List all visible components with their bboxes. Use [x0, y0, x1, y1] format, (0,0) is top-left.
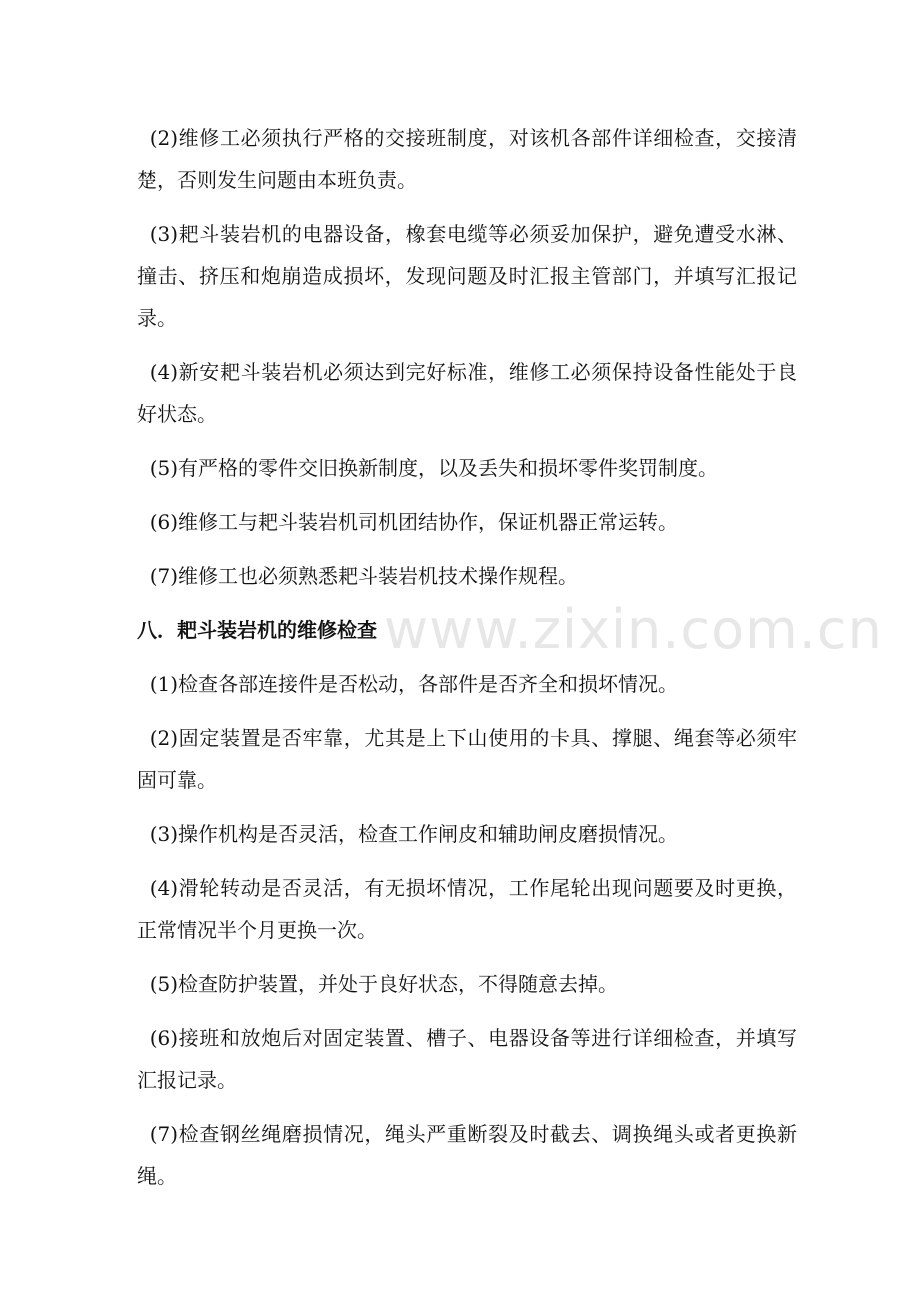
paragraph: (6)维修工与耙斗装岩机司机团结协作，保证机器正常运转。 — [149, 510, 679, 534]
paragraph: (1)检查各部连接件是否松动，各部件是否齐全和损坏情况。 — [149, 672, 679, 696]
paragraph: (4)新安耙斗装岩机必须达到完好标准，维修工必须保持设备性能处于良好状态。 — [137, 360, 797, 426]
document-body — [137, 117, 797, 1209]
paragraph: (2)维修工必须执行严格的交接班制度，对该机各部件详细检查，交接清楚，否则发生问题由本班负责。 — [137, 126, 797, 192]
paragraph: (3)操作机构是否灵活，检查工作闸皮和辅助闸皮磨损情况。 — [149, 822, 679, 846]
paragraph: (5)有严格的零件交旧换新制度，以及丢失和损坏零件奖罚制度。 — [149, 456, 719, 480]
paragraph: (2)固定装置是否牢靠，尤其是上下山使用的卡具、撑腿、绳套等必须牢固可靠。 — [137, 726, 797, 792]
paragraph: (3)耙斗装岩机的电器设备，橡套电缆等必须妥加保护，避免遭受水淋、撞击、挤压和炮崩造成损坏，发现问题及时汇报主管部门，并填写汇报记录。 — [137, 222, 797, 330]
paragraph: (4)滑轮转动是否灵活，有无损坏情况，工作尾轮出现问题要及时更换，正常情况半个月更换一次。 — [137, 876, 797, 942]
paragraph: (7)维修工也必须熟悉耙斗装岩机技术操作规程。 — [149, 564, 579, 588]
paragraph: (7)检查钢丝绳磨损情况，绳头严重断裂及时截去、调换绳头或者更换新绳。 — [137, 1122, 797, 1188]
paragraph: (6)接班和放炮后对固定装置、槽子、电器设备等进行详细检查，并填写汇报记录。 — [137, 1026, 797, 1092]
paragraph: (5)检查防护装置，并处于良好状态，不得随意去掉。 — [149, 972, 619, 996]
watermark: www.zixin.com.cn — [384, 598, 883, 661]
section-heading: 八．耙斗装岩机的维修检查 — [137, 618, 377, 642]
